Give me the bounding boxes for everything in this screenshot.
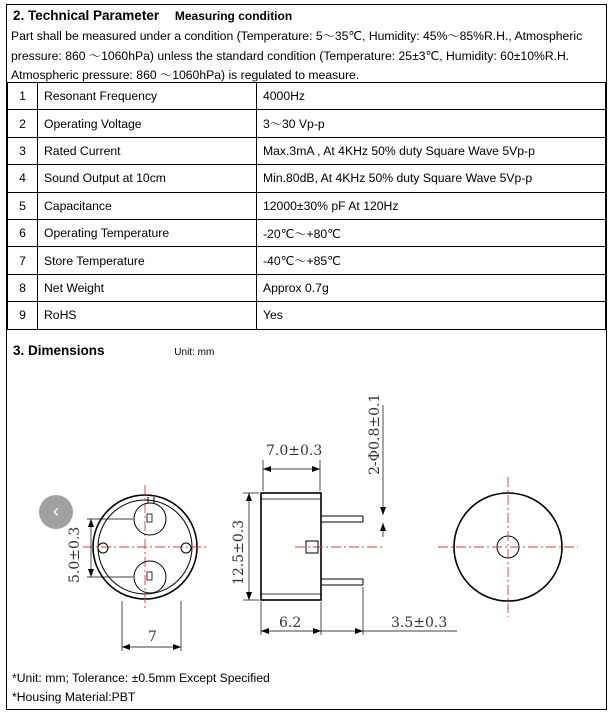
technical-parameter-heading bbox=[13, 8, 292, 23]
param-item: Net Weight bbox=[38, 274, 257, 301]
param-no: 8 bbox=[8, 274, 38, 301]
param-value: -40℃～+85℃ bbox=[257, 247, 606, 274]
parameter-row bbox=[8, 247, 606, 274]
param-value: Approx 0.7g bbox=[257, 274, 606, 301]
pitch-dimension-label: 5.0±0.3 bbox=[67, 526, 83, 583]
param-value: 4000Hz bbox=[257, 83, 606, 110]
back-view bbox=[438, 477, 578, 617]
dimensions-heading bbox=[13, 343, 214, 358]
param-no: 9 bbox=[8, 302, 38, 329]
side-view bbox=[243, 405, 457, 635]
front-view bbox=[83, 485, 207, 651]
parameter-table bbox=[7, 82, 606, 330]
param-item: Sound Output at 10cm bbox=[38, 165, 257, 192]
dimensions-title: 3. Dimensions bbox=[13, 343, 105, 358]
measuring-condition-text: Part shall be measured under a condition (Temperature: 5～35℃, Humidity: 45%～85%R.H., Atmospheric pressure: 860 ～1060hPa) unless the standard condition (Temperature: 25±3℃, Humidity: 60±10%R.H. Atmospheric pressure: 860 ～1060hPa) is regulated to measure. bbox=[11, 29, 583, 82]
param-item: Operating Voltage bbox=[38, 110, 257, 137]
param-value: Yes bbox=[257, 302, 606, 329]
width-dimension-label: 7 bbox=[148, 629, 157, 645]
dimension-drawing bbox=[7, 365, 606, 665]
note-housing-material: *Housing Material:PBT bbox=[12, 690, 136, 704]
param-item: RoHS bbox=[38, 302, 257, 329]
param-no: 7 bbox=[8, 247, 38, 274]
body-length-label: 6.2 bbox=[279, 615, 302, 631]
carousel-back-button[interactable] bbox=[39, 495, 73, 529]
parameter-row bbox=[8, 274, 606, 301]
param-item: Resonant Frequency bbox=[38, 83, 257, 110]
param-value: Min.80dB, At 4KHz 50% duty Square Wave 5Vp-p bbox=[257, 165, 606, 192]
param-item: Rated Current bbox=[38, 137, 257, 164]
param-value: -20℃～+80℃ bbox=[257, 219, 606, 246]
param-item: Capacitance bbox=[38, 192, 257, 219]
param-no: 6 bbox=[8, 219, 38, 246]
param-value: Max.3mA , At 4KHz 50% duty Square Wave 5Vp-p bbox=[257, 137, 606, 164]
parameter-row bbox=[8, 165, 606, 192]
param-value: 3～30 Vp-p bbox=[257, 110, 606, 137]
technical-parameter-title: 2. Technical Parameter bbox=[13, 8, 160, 23]
parameter-row bbox=[8, 137, 606, 164]
parameter-row bbox=[8, 219, 606, 246]
parameter-row bbox=[8, 192, 606, 219]
param-no: 2 bbox=[8, 110, 38, 137]
lead-length-label: 3.5±0.3 bbox=[391, 615, 448, 631]
param-item: Store Temperature bbox=[38, 247, 257, 274]
param-no: 4 bbox=[8, 165, 38, 192]
param-no: 5 bbox=[8, 192, 38, 219]
measuring-condition-label: Measuring condition bbox=[174, 9, 293, 23]
spec-sheet bbox=[6, 4, 607, 710]
param-no: 1 bbox=[8, 83, 38, 110]
param-item: Operating Temperature bbox=[38, 219, 257, 246]
notes bbox=[12, 669, 270, 707]
parameter-row bbox=[8, 302, 606, 329]
pin-diameter-label: 2-Φ0.8±0.1 bbox=[367, 393, 383, 475]
chevron-left-icon: ‹ bbox=[53, 501, 59, 521]
note-tolerance: *Unit: mm; Tolerance: ±0.5mm Except Specified bbox=[12, 671, 270, 685]
diameter-label: 12.5±0.3 bbox=[231, 519, 247, 585]
parameter-row bbox=[8, 110, 606, 137]
parameter-row bbox=[8, 83, 606, 110]
param-no: 3 bbox=[8, 137, 38, 164]
dimensions-unit: Unit: mm bbox=[174, 347, 215, 358]
param-value: 12000±30% pF At 120Hz bbox=[257, 192, 606, 219]
body-height-label: 7.0±0.3 bbox=[266, 443, 323, 459]
